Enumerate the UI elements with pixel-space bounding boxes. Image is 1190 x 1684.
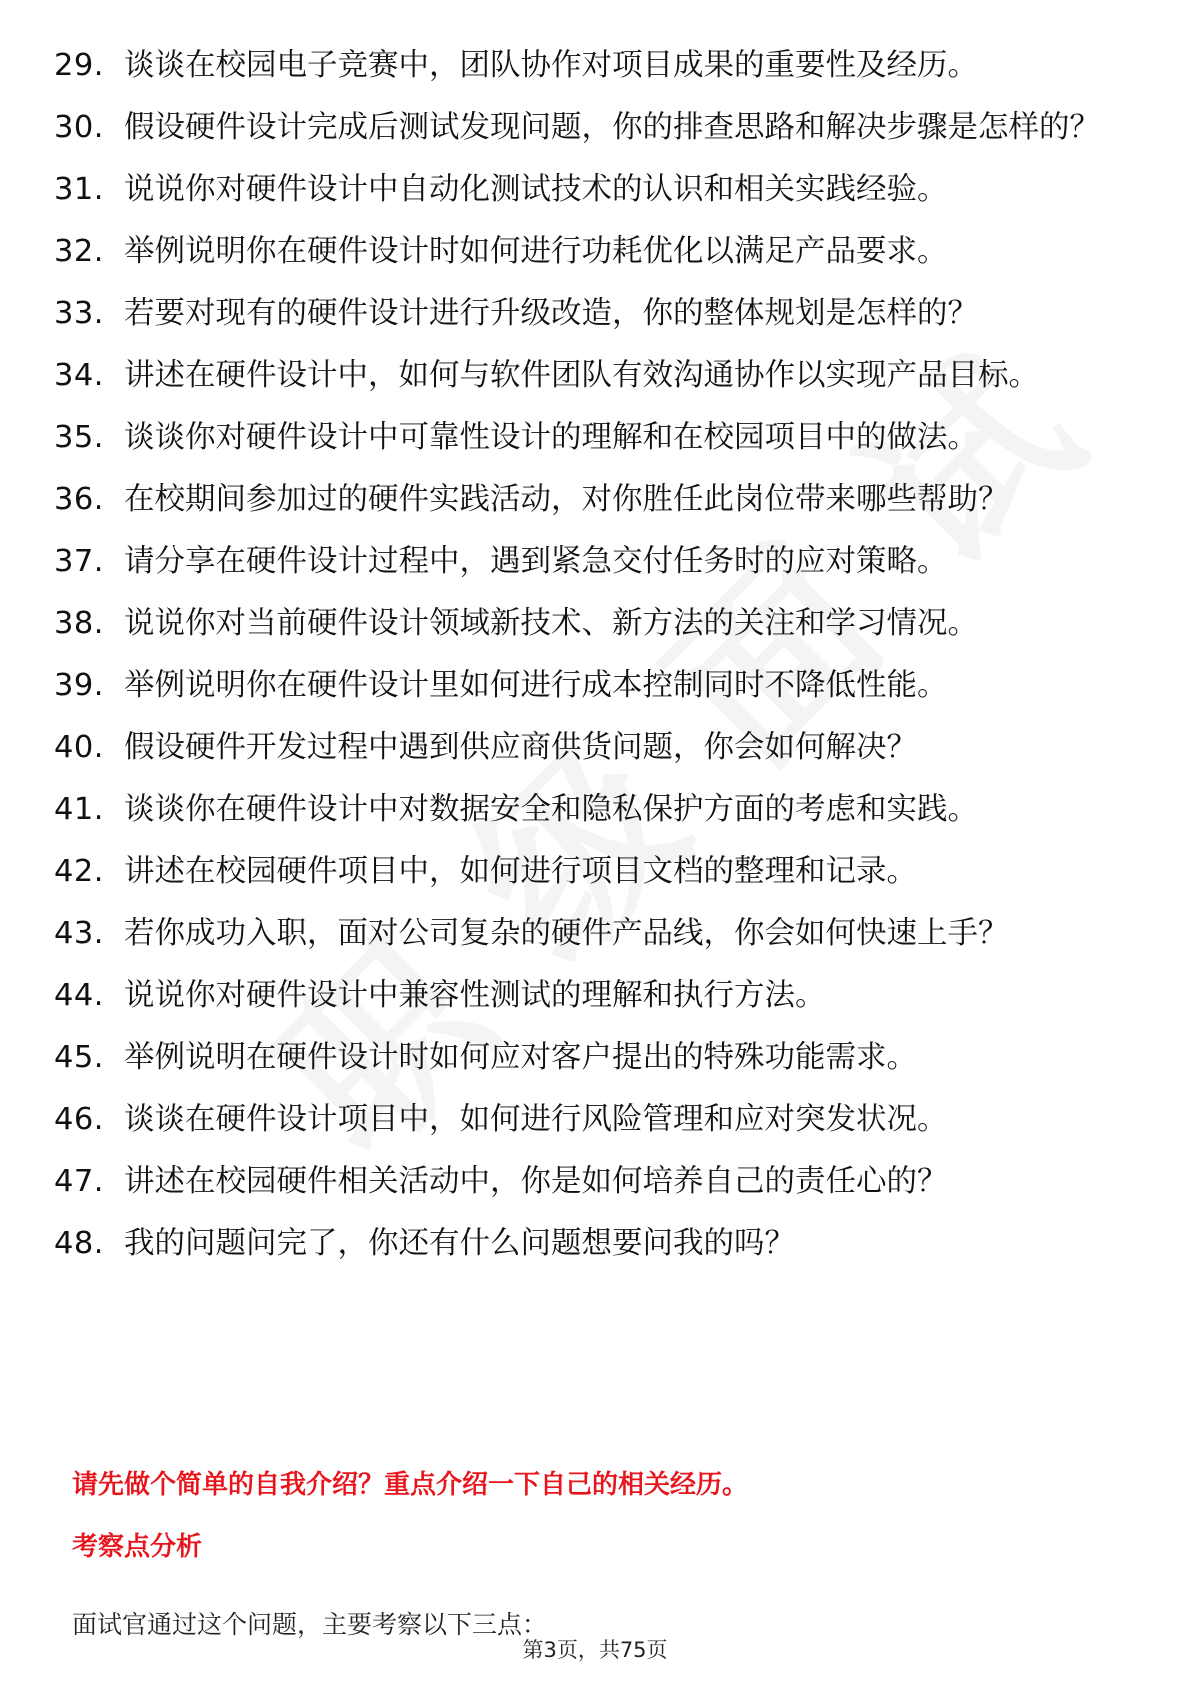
question-number: 38.	[54, 606, 105, 641]
question-number: 45.	[54, 1040, 105, 1075]
question-number: 29.	[54, 48, 105, 83]
question-text: 在校期间参加过的硬件实践活动，对你胜任此岗位带来哪些帮助？	[124, 482, 1009, 517]
list-item	[54, 604, 1114, 643]
question-text: 假设硬件开发过程中遇到供应商供货问题，你会如何解决？	[124, 730, 917, 765]
page-number: 第3页，共75页	[522, 1638, 668, 1662]
question-number: 42.	[54, 854, 105, 889]
question-text: 说说你对硬件设计中自动化测试技术的认识和相关实践经验。	[124, 172, 948, 207]
list-item	[54, 1224, 1114, 1263]
list-item	[54, 418, 1114, 457]
question-number: 43.	[54, 916, 105, 951]
list-item	[54, 728, 1114, 767]
question-number: 46.	[54, 1102, 105, 1137]
question-text: 举例说明在硬件设计时如何应对客户提出的特殊功能需求。	[124, 1040, 917, 1075]
question-text: 若你成功入职，面对公司复杂的硬件产品线，你会如何快速上手？	[124, 916, 1009, 951]
list-item	[54, 976, 1114, 1015]
list-item	[54, 852, 1114, 891]
list-item	[54, 46, 1114, 85]
question-list	[54, 46, 1114, 1286]
question-text: 谈谈在校园电子竞赛中，团队协作对项目成果的重要性及经历。	[124, 48, 978, 83]
question-number: 36.	[54, 482, 105, 517]
question-text: 举例说明你在硬件设计时如何进行功耗优化以满足产品要求。	[124, 234, 948, 269]
list-item	[54, 914, 1114, 953]
list-item	[54, 1162, 1114, 1201]
question-number: 32.	[54, 234, 105, 269]
list-item	[54, 666, 1114, 705]
question-text: 谈谈在硬件设计项目中，如何进行风险管理和应对突发状况。	[124, 1102, 948, 1137]
analysis-heading: 考察点分析	[72, 1532, 203, 1562]
list-item	[54, 108, 1114, 147]
question-text: 谈谈你在硬件设计中对数据安全和隐私保护方面的考虑和实践。	[124, 792, 978, 827]
question-number: 30.	[54, 110, 105, 145]
question-heading: 请先做个简单的自我介绍？重点介绍一下自己的相关经历。	[72, 1470, 749, 1500]
question-number: 41.	[54, 792, 105, 827]
intro-paragraph: 面试官通过这个问题，主要考察以下三点：	[72, 1610, 548, 1639]
list-item	[54, 480, 1114, 519]
list-item	[54, 356, 1114, 395]
question-number: 37.	[54, 544, 105, 579]
question-text: 讲述在校园硬件相关活动中，你是如何培养自己的责任心的？	[124, 1164, 948, 1199]
list-item	[54, 1100, 1114, 1139]
question-number: 31.	[54, 172, 105, 207]
list-item	[54, 1038, 1114, 1077]
question-number: 44.	[54, 978, 105, 1013]
question-text: 请分享在硬件设计过程中，遇到紧急交付任务时的应对策略。	[124, 544, 948, 579]
question-number: 39.	[54, 668, 105, 703]
question-text: 谈谈你对硬件设计中可靠性设计的理解和在校园项目中的做法。	[124, 420, 978, 455]
question-number: 33.	[54, 296, 105, 331]
list-item	[54, 232, 1114, 271]
question-number: 47.	[54, 1164, 105, 1199]
question-text: 讲述在硬件设计中，如何与软件团队有效沟通协作以实现产品目标。	[124, 358, 1039, 393]
question-text: 说说你对当前硬件设计领域新技术、新方法的关注和学习情况。	[124, 606, 978, 641]
question-number: 34.	[54, 358, 105, 393]
question-text: 假设硬件设计完成后测试发现问题，你的排查思路和解决步骤是怎样的？	[124, 110, 1100, 145]
question-number: 35.	[54, 420, 105, 455]
list-item	[54, 542, 1114, 581]
list-item	[54, 170, 1114, 209]
question-number: 40.	[54, 730, 105, 765]
question-text: 我的问题问完了，你还有什么问题想要问我的吗？	[124, 1226, 795, 1261]
list-item	[54, 294, 1114, 333]
question-number: 48.	[54, 1226, 105, 1261]
question-text: 说说你对硬件设计中兼容性测试的理解和执行方法。	[124, 978, 826, 1013]
question-text: 讲述在校园硬件项目中，如何进行项目文档的整理和记录。	[124, 854, 917, 889]
question-text: 若要对现有的硬件设计进行升级改造，你的整体规划是怎样的？	[124, 296, 978, 331]
question-text: 举例说明你在硬件设计里如何进行成本控制同时不降低性能。	[124, 668, 948, 703]
list-item	[54, 790, 1114, 829]
